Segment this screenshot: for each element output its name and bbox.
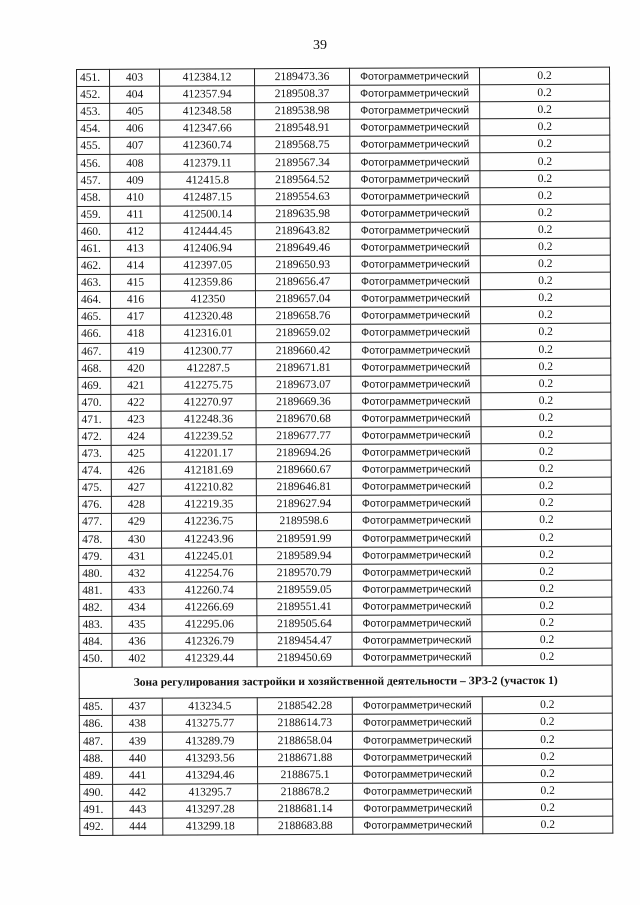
method-cell: Фотограмметрический <box>351 341 481 359</box>
method-cell: Фотограмметрический <box>350 290 480 308</box>
point-index-cell: 491. <box>80 801 113 818</box>
y-coordinate-cell: 2189508.37 <box>255 85 350 103</box>
y-coordinate-cell: 2189564.52 <box>255 171 350 189</box>
accuracy-cell: 0.2 <box>479 67 609 85</box>
x-coordinate-cell: 412348.58 <box>160 103 255 121</box>
point-number-cell: 439 <box>112 733 162 750</box>
x-coordinate-cell: 412350 <box>160 291 255 309</box>
method-cell: Фотограмметрический <box>349 68 479 86</box>
method-cell: Фотограмметрический <box>352 748 482 766</box>
y-coordinate-cell: 2189670.68 <box>256 410 351 428</box>
x-coordinate-cell: 413289.79 <box>162 732 257 750</box>
accuracy-cell: 0.2 <box>481 443 611 461</box>
y-coordinate-cell: 2189673.07 <box>256 376 351 394</box>
point-number-cell: 410 <box>110 189 160 206</box>
accuracy-cell: 0.2 <box>481 392 611 410</box>
y-coordinate-cell: 2189646.81 <box>256 479 351 497</box>
point-number-cell: 402 <box>112 650 162 667</box>
section-title: Зона регулирования застройки и хозяйственной деятельности – ЗРЗ-2 (участок 1) <box>79 665 612 698</box>
x-coordinate-cell: 412487.15 <box>160 188 255 206</box>
x-coordinate-cell: 412347.66 <box>160 120 255 138</box>
x-coordinate-cell: 412236.75 <box>161 513 256 531</box>
y-coordinate-cell: 2188614.73 <box>257 715 352 733</box>
point-number-cell: 415 <box>110 274 160 291</box>
y-coordinate-cell: 2189643.82 <box>255 222 350 240</box>
point-number-cell: 419 <box>111 343 161 360</box>
accuracy-cell: 0.2 <box>481 409 611 427</box>
x-coordinate-cell: 413293.56 <box>162 749 257 767</box>
point-index-cell: 478. <box>79 531 112 548</box>
y-coordinate-cell: 2189660.67 <box>256 461 351 479</box>
point-index-cell: 492. <box>80 818 113 835</box>
method-cell: Фотограмметрический <box>352 529 482 547</box>
x-coordinate-cell: 413294.46 <box>163 766 258 784</box>
y-coordinate-cell: 2189450.69 <box>257 649 352 667</box>
point-index-cell: 469. <box>78 377 111 394</box>
accuracy-cell: 0.2 <box>481 358 611 376</box>
x-coordinate-cell: 412210.82 <box>161 479 256 497</box>
point-index-cell: 452. <box>77 86 110 103</box>
method-cell: Фотограмметрический <box>352 563 482 581</box>
method-cell: Фотограмметрический <box>351 393 481 411</box>
point-number-cell: 404 <box>110 86 160 103</box>
point-number-cell: 414 <box>110 257 160 274</box>
point-number-cell: 426 <box>111 462 161 479</box>
y-coordinate-cell: 2188542.28 <box>257 698 352 716</box>
y-coordinate-cell: 2189548.91 <box>255 120 350 138</box>
method-cell: Фотограмметрический <box>351 358 481 376</box>
point-index-cell: 473. <box>78 445 111 462</box>
point-number-cell: 417 <box>111 308 161 325</box>
y-coordinate-cell: 2189658.76 <box>256 308 351 326</box>
method-cell: Фотограмметрический <box>351 307 481 325</box>
method-cell: Фотограмметрический <box>350 102 480 120</box>
y-coordinate-cell: 2189551.41 <box>257 598 352 616</box>
y-coordinate-cell: 2189677.77 <box>256 427 351 445</box>
method-cell: Фотограмметрический <box>353 782 483 800</box>
y-coordinate-cell: 2188681.14 <box>258 800 353 818</box>
section-header-group <box>79 665 612 698</box>
accuracy-cell: 0.2 <box>481 512 611 530</box>
x-coordinate-cell: 412243.96 <box>162 530 257 548</box>
method-cell: Фотограмметрический <box>352 649 482 667</box>
point-index-cell: 453. <box>77 104 110 121</box>
method-cell: Фотограмметрический <box>351 444 481 462</box>
point-number-cell: 407 <box>110 138 160 155</box>
point-number-cell: 416 <box>110 291 160 308</box>
point-index-cell: 484. <box>79 633 112 650</box>
method-cell: Фотограмметрический <box>353 765 483 783</box>
x-coordinate-cell: 412500.14 <box>160 205 255 223</box>
point-number-cell: 420 <box>111 360 161 377</box>
accuracy-cell: 0.2 <box>482 597 612 615</box>
accuracy-cell: 0.2 <box>481 341 611 359</box>
point-number-cell: 429 <box>111 514 161 531</box>
y-coordinate-cell: 2189567.34 <box>255 154 350 172</box>
point-number-cell: 418 <box>111 326 161 343</box>
accuracy-cell: 0.2 <box>483 782 613 800</box>
point-index-cell: 465. <box>78 309 111 326</box>
point-index-cell: 463. <box>77 274 110 291</box>
point-index-cell: 450. <box>79 651 112 668</box>
point-number-cell: 424 <box>111 428 161 445</box>
accuracy-cell: 0.2 <box>480 118 610 136</box>
accuracy-cell: 0.2 <box>480 289 610 307</box>
y-coordinate-cell: 2189589.94 <box>257 547 352 565</box>
x-coordinate-cell: 412316.01 <box>161 325 256 343</box>
x-coordinate-cell: 412320.48 <box>161 308 256 326</box>
accuracy-cell: 0.2 <box>480 238 610 256</box>
point-index-cell: 461. <box>77 240 110 257</box>
point-number-cell: 442 <box>113 784 163 801</box>
method-cell: Фотограмметрический <box>350 222 480 240</box>
coordinates-table-body-a <box>77 67 613 668</box>
point-number-cell: 430 <box>112 531 162 548</box>
point-number-cell: 438 <box>112 716 162 733</box>
accuracy-cell: 0.2 <box>480 136 610 154</box>
method-cell: Фотограмметрический <box>352 546 482 564</box>
x-coordinate-cell: 412266.69 <box>162 599 257 617</box>
point-index-cell: 487. <box>79 733 112 750</box>
y-coordinate-cell: 2189505.64 <box>257 615 352 633</box>
point-index-cell: 475. <box>78 480 111 497</box>
table-row <box>80 816 613 835</box>
y-coordinate-cell: 2189559.05 <box>257 581 352 599</box>
method-cell: Фотограмметрический <box>351 375 481 393</box>
y-coordinate-cell: 2189635.98 <box>255 205 350 223</box>
x-coordinate-cell: 412357.94 <box>160 86 255 104</box>
accuracy-cell: 0.2 <box>481 324 611 342</box>
point-index-cell: 456. <box>77 155 110 172</box>
point-number-cell: 434 <box>112 599 162 616</box>
x-coordinate-cell: 412326.79 <box>162 633 257 651</box>
point-index-cell: 459. <box>77 206 110 223</box>
x-coordinate-cell: 412384.12 <box>160 69 255 87</box>
point-number-cell: 423 <box>111 411 161 428</box>
y-coordinate-cell: 2189657.04 <box>255 291 350 309</box>
point-index-cell: 485. <box>79 699 112 716</box>
y-coordinate-cell: 2188671.88 <box>257 749 352 767</box>
point-number-cell: 427 <box>111 479 161 496</box>
y-coordinate-cell: 2189538.98 <box>255 102 350 120</box>
point-number-cell: 412 <box>110 223 160 240</box>
y-coordinate-cell: 2189656.47 <box>255 273 350 291</box>
point-index-cell: 468. <box>78 360 111 377</box>
point-index-cell: 477. <box>78 514 111 531</box>
point-index-cell: 488. <box>79 750 112 767</box>
point-index-cell: 458. <box>77 189 110 206</box>
method-cell: Фотограмметрический <box>351 495 481 513</box>
point-index-cell: 472. <box>78 428 111 445</box>
point-number-cell: 409 <box>110 172 160 189</box>
page-number: 39 <box>313 38 327 53</box>
x-coordinate-cell: 412254.76 <box>162 564 257 582</box>
y-coordinate-cell: 2189660.42 <box>256 342 351 360</box>
x-coordinate-cell: 412270.97 <box>161 393 256 411</box>
y-coordinate-cell: 2189649.46 <box>255 239 350 257</box>
y-coordinate-cell: 2188683.88 <box>258 817 353 835</box>
accuracy-cell: 0.2 <box>482 696 612 714</box>
method-cell: Фотограмметрический <box>352 615 482 633</box>
x-coordinate-cell: 412329.44 <box>162 650 257 668</box>
point-number-cell: 428 <box>111 496 161 513</box>
accuracy-cell: 0.2 <box>480 221 610 239</box>
x-coordinate-cell: 412360.74 <box>160 137 255 155</box>
point-index-cell: 464. <box>77 292 110 309</box>
method-cell: Фотограмметрический <box>350 119 480 137</box>
point-index-cell: 489. <box>80 767 113 784</box>
accuracy-cell: 0.2 <box>482 614 612 632</box>
point-index-cell: 460. <box>77 223 110 240</box>
accuracy-cell: 0.2 <box>480 170 610 188</box>
coordinates-table <box>76 67 613 836</box>
point-number-cell: 444 <box>113 818 163 835</box>
point-number-cell: 432 <box>112 565 162 582</box>
accuracy-cell: 0.2 <box>480 84 610 102</box>
method-cell: Фотограмметрический <box>350 85 480 103</box>
point-index-cell: 486. <box>79 716 112 733</box>
method-cell: Фотограмметрический <box>353 800 483 818</box>
point-number-cell: 403 <box>110 69 160 86</box>
x-coordinate-cell: 413234.5 <box>162 698 257 716</box>
point-number-cell: 411 <box>110 206 160 223</box>
point-number-cell: 440 <box>112 750 162 767</box>
point-number-cell: 437 <box>112 698 162 715</box>
y-coordinate-cell: 2189671.81 <box>256 359 351 377</box>
y-coordinate-cell: 2189591.99 <box>257 530 352 548</box>
point-index-cell: 455. <box>77 138 110 155</box>
y-coordinate-cell: 2189473.36 <box>255 68 350 86</box>
method-cell: Фотограмметрический <box>350 256 480 274</box>
y-coordinate-cell: 2189650.93 <box>255 256 350 274</box>
point-index-cell: 490. <box>80 784 113 801</box>
point-index-cell: 483. <box>79 616 112 633</box>
x-coordinate-cell: 413275.77 <box>162 715 257 733</box>
accuracy-cell: 0.2 <box>480 272 610 290</box>
point-index-cell: 454. <box>77 121 110 138</box>
x-coordinate-cell: 412239.52 <box>161 428 256 446</box>
point-number-cell: 431 <box>112 548 162 565</box>
section-header-row <box>79 665 612 698</box>
y-coordinate-cell: 2189627.94 <box>256 496 351 514</box>
accuracy-cell: 0.2 <box>483 799 613 817</box>
y-coordinate-cell: 2189568.75 <box>255 137 350 155</box>
method-cell: Фотограмметрический <box>352 598 482 616</box>
method-cell: Фотограмметрический <box>351 512 481 530</box>
accuracy-cell: 0.2 <box>480 204 610 222</box>
accuracy-cell: 0.2 <box>482 563 612 581</box>
accuracy-cell: 0.2 <box>481 375 611 393</box>
method-cell: Фотограмметрический <box>353 817 483 835</box>
accuracy-cell: 0.2 <box>480 101 610 119</box>
x-coordinate-cell: 412406.94 <box>160 240 255 258</box>
y-coordinate-cell: 2188658.04 <box>257 732 352 750</box>
point-index-cell: 480. <box>79 565 112 582</box>
x-coordinate-cell: 412379.11 <box>160 154 255 172</box>
method-cell: Фотограмметрический <box>350 239 480 257</box>
point-number-cell: 435 <box>112 616 162 633</box>
accuracy-cell: 0.2 <box>482 631 612 649</box>
accuracy-cell: 0.2 <box>481 460 611 478</box>
x-coordinate-cell: 412300.77 <box>161 342 256 360</box>
point-number-cell: 443 <box>113 801 163 818</box>
y-coordinate-cell: 2189659.02 <box>256 325 351 343</box>
method-cell: Фотограмметрический <box>350 187 480 205</box>
accuracy-cell: 0.2 <box>480 187 610 205</box>
accuracy-cell: 0.2 <box>483 765 613 783</box>
x-coordinate-cell: 412275.75 <box>161 376 256 394</box>
accuracy-cell: 0.2 <box>483 816 613 834</box>
accuracy-cell: 0.2 <box>481 306 611 324</box>
accuracy-cell: 0.2 <box>482 546 612 564</box>
point-number-cell: 406 <box>110 120 160 137</box>
accuracy-cell: 0.2 <box>480 255 610 273</box>
method-cell: Фотограмметрический <box>350 153 480 171</box>
point-index-cell: 457. <box>77 172 110 189</box>
x-coordinate-cell: 412295.06 <box>162 616 257 634</box>
x-coordinate-cell: 413295.7 <box>163 783 258 801</box>
y-coordinate-cell: 2189554.63 <box>255 188 350 206</box>
y-coordinate-cell: 2189454.47 <box>257 632 352 650</box>
accuracy-cell: 0.2 <box>482 748 612 766</box>
point-index-cell: 481. <box>79 582 112 599</box>
method-cell: Фотограмметрический <box>352 731 482 749</box>
accuracy-cell: 0.2 <box>482 731 612 749</box>
method-cell: Фотограмметрический <box>352 697 482 715</box>
point-number-cell: 408 <box>110 155 160 172</box>
x-coordinate-cell: 412201.17 <box>161 445 256 463</box>
method-cell: Фотограмметрический <box>352 714 482 732</box>
x-coordinate-cell: 412444.45 <box>160 223 255 241</box>
point-index-cell: 474. <box>78 463 111 480</box>
point-index-cell: 471. <box>78 411 111 428</box>
point-number-cell: 413 <box>110 240 160 257</box>
y-coordinate-cell: 2188675.1 <box>258 766 353 784</box>
method-cell: Фотограмметрический <box>351 410 481 428</box>
x-coordinate-cell: 412359.86 <box>160 274 255 292</box>
point-number-cell: 421 <box>111 377 161 394</box>
method-cell: Фотограмметрический <box>351 478 481 496</box>
point-index-cell: 462. <box>77 257 110 274</box>
accuracy-cell: 0.2 <box>482 580 612 598</box>
method-cell: Фотограмметрический <box>352 581 482 599</box>
point-number-cell: 433 <box>112 582 162 599</box>
point-index-cell: 451. <box>77 69 110 86</box>
accuracy-cell: 0.2 <box>481 426 611 444</box>
x-coordinate-cell: 412248.36 <box>161 411 256 429</box>
method-cell: Фотограмметрический <box>350 273 480 291</box>
accuracy-cell: 0.2 <box>481 495 611 513</box>
method-cell: Фотограмметрический <box>351 427 481 445</box>
accuracy-cell: 0.2 <box>480 153 610 171</box>
y-coordinate-cell: 2189694.26 <box>256 444 351 462</box>
y-coordinate-cell: 2188678.2 <box>258 783 353 801</box>
x-coordinate-cell: 413299.18 <box>163 818 258 836</box>
point-number-cell: 422 <box>111 394 161 411</box>
method-cell: Фотограмметрический <box>352 632 482 650</box>
method-cell: Фотограмметрический <box>351 461 481 479</box>
x-coordinate-cell: 412415.8 <box>160 171 255 189</box>
point-index-cell: 467. <box>78 343 111 360</box>
point-index-cell: 476. <box>78 497 111 514</box>
method-cell: Фотограмметрический <box>350 170 480 188</box>
point-index-cell: 479. <box>79 548 112 565</box>
point-index-cell: 470. <box>78 394 111 411</box>
point-number-cell: 425 <box>111 445 161 462</box>
point-index-cell: 466. <box>78 326 111 343</box>
point-number-cell: 441 <box>113 767 163 784</box>
method-cell: Фотограмметрический <box>350 204 480 222</box>
point-number-cell: 436 <box>112 633 162 650</box>
x-coordinate-cell: 413297.28 <box>163 801 258 819</box>
accuracy-cell: 0.2 <box>482 648 612 666</box>
x-coordinate-cell: 412245.01 <box>162 547 257 565</box>
y-coordinate-cell: 2189669.36 <box>256 393 351 411</box>
x-coordinate-cell: 412397.05 <box>160 257 255 275</box>
point-index-cell: 482. <box>79 599 112 616</box>
y-coordinate-cell: 2189598.6 <box>256 513 351 531</box>
accuracy-cell: 0.2 <box>481 477 611 495</box>
accuracy-cell: 0.2 <box>482 714 612 732</box>
x-coordinate-cell: 412260.74 <box>162 582 257 600</box>
x-coordinate-cell: 412287.5 <box>161 359 256 377</box>
point-number-cell: 405 <box>110 103 160 120</box>
method-cell: Фотограмметрический <box>351 324 481 342</box>
accuracy-cell: 0.2 <box>482 529 612 547</box>
method-cell: Фотограмметрический <box>350 136 480 154</box>
x-coordinate-cell: 412181.69 <box>161 462 256 480</box>
coordinates-table-body-b <box>79 696 613 835</box>
x-coordinate-cell: 412219.35 <box>161 496 256 514</box>
y-coordinate-cell: 2189570.79 <box>257 564 352 582</box>
